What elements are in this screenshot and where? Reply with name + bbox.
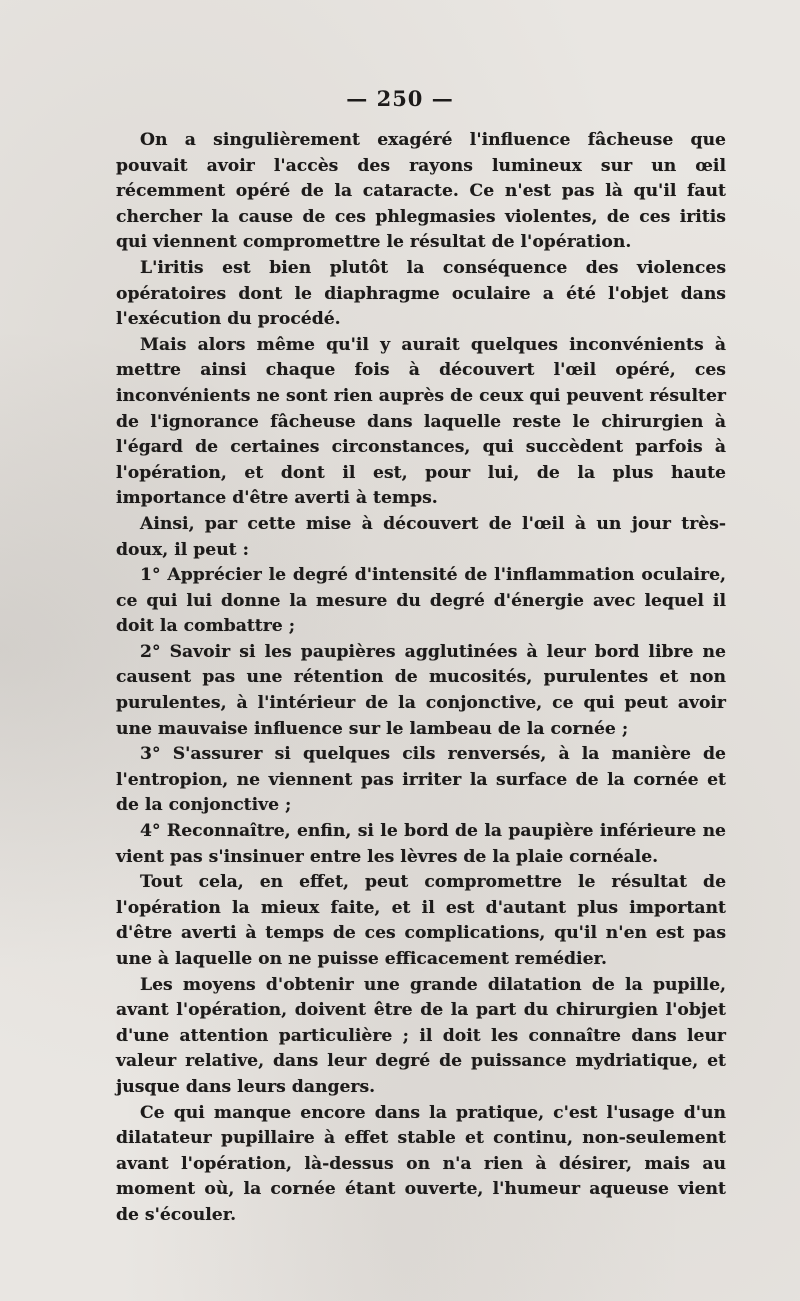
list-paragraph: 1° Apprécier le degré d'intensité de l'inflammation oculaire, ce qui lui donne la mesure du degré d'énergie avec lequel il doit la combattre ; xyxy=(116,565,726,637)
body-text xyxy=(116,128,726,1229)
paragraph: Ainsi, par cette mise à découvert de l'œil à un jour très-doux, il peut : xyxy=(116,513,726,560)
page-number: — 250 — xyxy=(346,86,454,111)
paragraph: L'iritis est bien plutôt la conséquence des violences opératoires dont le diaphragme oculaire a été l'objet dans l'exécution du procédé. xyxy=(116,257,726,330)
list-paragraph: 4° Reconnaître, enfin, si le bord de la paupière inférieure ne vient pas s'insinuer entre les lèvres de la plaie cornéale. xyxy=(116,821,726,867)
paragraph: Ce qui manque encore dans la pratique, c'est l'usage d'un dilatateur pupillaire à effet stable et continu, non-seulement avant l'opération, là-dessus on n'a rien à désirer, mais au moment où, la cornée étant ouverte, l'humeur aqueuse vient de s'écouler. xyxy=(116,1102,726,1225)
list-paragraph: 3° S'assurer si quelques cils renversés, à la manière de l'entropion, ne viennent pas irriter la surface de la cornée et de la conjonctive ; xyxy=(116,744,726,816)
paragraph: Mais alors même qu'il y aurait quelques inconvénients à mettre ainsi chaque fois à découvert l'œil opéré, ces inconvénients ne sont rien auprès de ceux qui peuvent résulter de l'ignorance fâcheuse dans laquelle reste le chirurgien à l'égard de certaines circonstances, qui succèdent parfois à l'opération, et dont il est, pour lui, de la plus haute importance d'être averti à temps. xyxy=(116,334,726,509)
paragraph: On a singulièrement exagéré l'influence fâcheuse que pouvait avoir l'accès des rayons lumineux sur un œil récemment opéré de la cataracte. Ce n'est pas là qu'il faut chercher la cause de ces phlegmasies violentes, de ces iritis qui viennent compromettre le résultat de l'opération. xyxy=(116,130,726,253)
list-paragraph: 2° Savoir si les paupières agglutinées à leur bord libre ne causent pas une rétention de mucosités, purulentes et non purulentes, à l'intérieur de la conjonctive, ce qui peut avoir une mauvaise influence sur le lambeau de la cornée ; xyxy=(116,641,726,739)
paragraph: Tout cela, en effet, peut compromettre le résultat de l'opération la mieux faite, et il est d'autant plus important d'être averti à temps de ces complications, qu'il n'en est pas une à laquelle on ne puisse efficacement remédier. xyxy=(116,872,726,969)
paragraph: Les moyens d'obtenir une grande dilatation de la pupille, avant l'opération, doivent être de la part du chirurgien l'objet d'une attention particulière ; il doit les connaître dans leur valeur relative, dans leur degré de puissance mydriatique, et jusque dans leurs dangers. xyxy=(116,974,726,1097)
